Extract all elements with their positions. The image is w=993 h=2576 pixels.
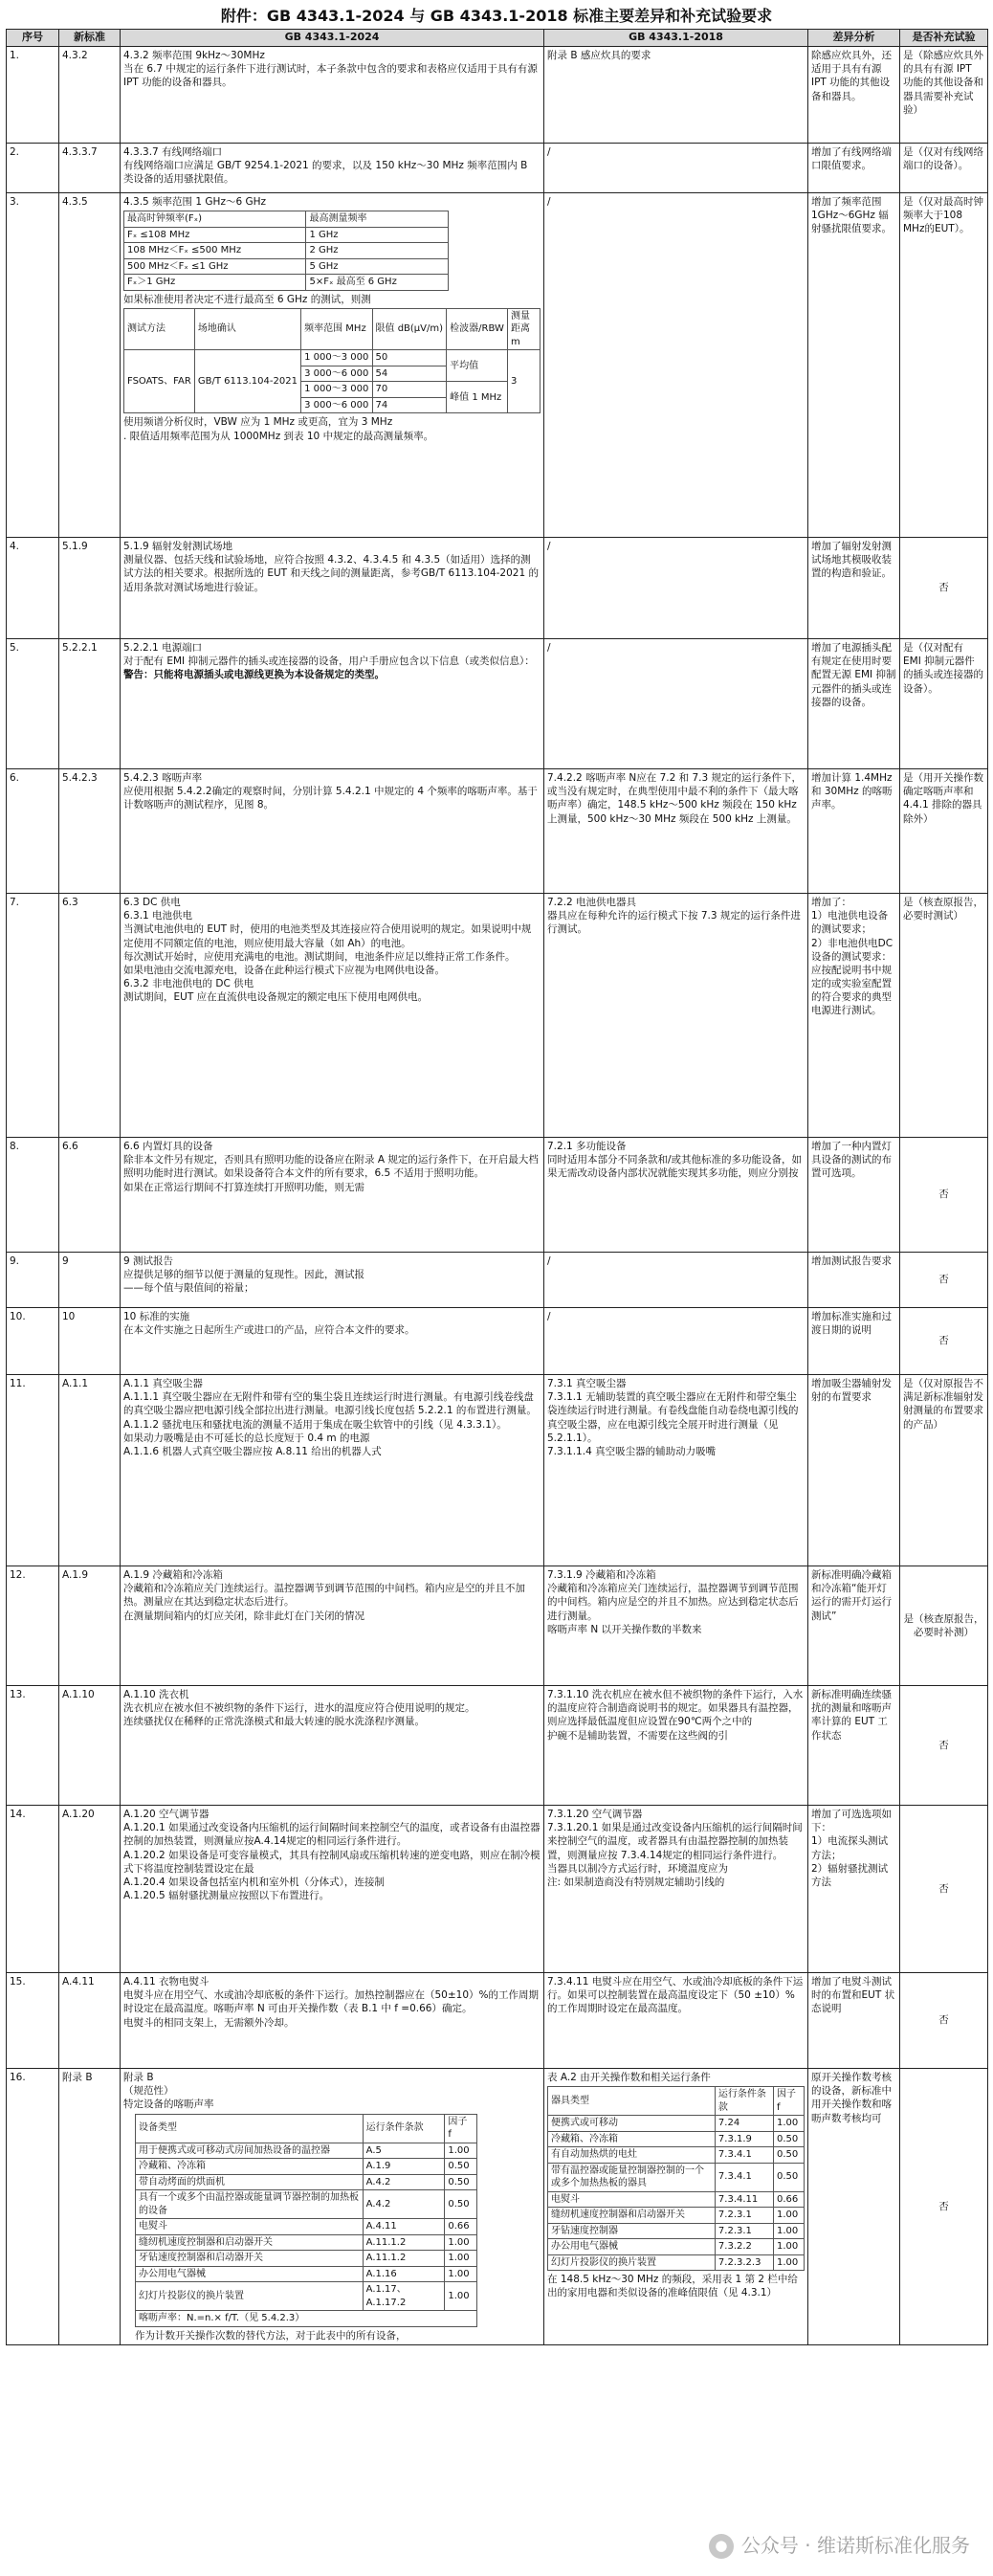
row-old-text: 7.2.2 电池供电器具 器具应在每种允许的运行模式下按 7.3 规定的运行条件进行测试。 xyxy=(544,894,808,1138)
row-no: 16. xyxy=(7,2069,59,2345)
inner-cell: 冷藏箱、冷冻箱 xyxy=(136,2159,364,2175)
row-no: 14. xyxy=(7,1806,59,1973)
table-row xyxy=(7,1308,988,1375)
inner-cell: 便携式或可移动 xyxy=(548,2116,716,2132)
inner-cell: 0.50 xyxy=(773,2163,804,2191)
inner-cell: 1.00 xyxy=(445,2251,476,2267)
inner-cell: GB/T 6113.104-2021 xyxy=(194,350,300,413)
clock-frequency-table xyxy=(123,211,449,291)
inner-row xyxy=(136,2311,477,2327)
row-conclusion: 否 xyxy=(900,1308,988,1375)
document-title: 附件：GB 4343.1-2024 与 GB 4343.1-2018 标准主要差异和补充试验要求 xyxy=(220,7,773,25)
table-row xyxy=(7,1375,988,1566)
table-row xyxy=(7,47,988,144)
row-no: 13. xyxy=(7,1686,59,1806)
row-no: 3. xyxy=(7,193,59,538)
inner-cell: 带有温控器或能量控制器控制的一个或多个加热热板的器具 xyxy=(548,2163,716,2191)
row-new-body: 5.2.2.1 电源端口 对于配有 EMI 抑制元器件的插头或连接器的设备，用户手册应包含以下信息（或类似信息）： xyxy=(123,642,535,668)
inner-row xyxy=(548,2208,805,2224)
row-old-text: / xyxy=(544,144,808,193)
row-new-text: A.1.9 冷藏箱和冷冻箱 冷藏箱和冷冻箱应关门连续运行。温控器调节到调节范围的中间档。箱内应是空的并且不加热。测量应在其达到稳定状态后进行。 在测量期间箱内的灯应关闭，除非此灯在门关闭的情况 xyxy=(121,1566,544,1686)
row-old-text: 附录 B 感应炊具的要求 xyxy=(544,47,808,144)
row-diff: 新标准明确冷藏箱和冷冻箱“能开灯运行的需开灯运行测试” xyxy=(808,1566,900,1686)
inner-cell: 0.50 xyxy=(773,2131,804,2147)
inner-row xyxy=(548,2223,805,2239)
row-diff: 增加了辐射发射测试场地其模吸收装置的构造和验证。 xyxy=(808,538,900,639)
inner-cell: 用于便携式或可移动式房间加热设备的温控器 xyxy=(136,2143,364,2159)
inner-row xyxy=(136,2282,477,2311)
row-new-text: 4.3.2 频率范围 9kHz～30MHz 当在 6.7 中规定的运行条件下进行测试时，本子条款中包含的要求和表格应仅适用于具有有源 IPT 功能的设备和器具。 xyxy=(121,47,544,144)
watermark-text: 公众号 · 维诺斯标准化服务 xyxy=(740,2534,970,2557)
inner-head-row xyxy=(548,2087,805,2116)
row-clause: 6.6 xyxy=(59,1138,121,1253)
row-conclusion: 否 xyxy=(900,1686,988,1806)
inner-cell: 50 xyxy=(372,350,447,366)
table-row xyxy=(7,894,988,1138)
inner-cell: A.11.1.2 xyxy=(363,2251,445,2267)
row-no: 4. xyxy=(7,538,59,639)
row-new-text: 4.3.3.7 有线网络端口 有线网络端口应满足 GB/T 9254.1-2021 的要求，以及 150 kHz～30 MHz 频率范围内 B 类设备的适用骚扰限值。 xyxy=(121,144,544,193)
inner-head-row xyxy=(136,2114,477,2143)
row-old-text: / xyxy=(544,193,808,538)
inner-cell: 平均值 xyxy=(447,350,508,382)
table-row xyxy=(7,769,988,894)
row-new-text xyxy=(121,193,544,538)
inner-cell: 70 xyxy=(372,382,447,398)
table-row xyxy=(7,144,988,193)
inner-cell: 7.3.4.11 xyxy=(715,2191,773,2208)
comparison-table xyxy=(6,29,988,2345)
inner-cell: 7.3.2.2 xyxy=(715,2239,773,2255)
row-no: 6. xyxy=(7,769,59,894)
row-new-text: 6.3 DC 供电 6.3.1 电池供电 当测试电池供电的 EUT 时，使用的电池类型及其连接应符合使用说明的规定。如果说明中规定使用不同额定值的电池，则应使用最大容量（如 Ah）的电池。 每次测试开始时，应使用充满电的电池。测试期间，电池条件应足以维持正常工作条件。 如果电池由交流电源充电，设备在此种运行模式下应视为电网供电设备。 6.3.2 非电池供电的 DC 供电 测试期间，EUT 应在直流供电设备规定的额定电压下使用电网供电。 xyxy=(121,894,544,1138)
inner-head-cell: 检波器/RBW xyxy=(447,308,508,350)
row-no: 9. xyxy=(7,1253,59,1308)
inner-head-cell: 运行条件条款 xyxy=(715,2087,773,2116)
header-no: 序号 xyxy=(7,30,59,47)
row-old-text: 7.3.4.11 电熨斗应在用空气、水或油冷却底板的条件下运行。如果可以控制装置在最高温度设定下（50 ±10）%的工作周期时设定在最高温度。 xyxy=(544,1973,808,2069)
inner-cell: 1 000～3 000 xyxy=(301,382,372,398)
row-clause: A.1.1 xyxy=(59,1375,121,1566)
row-old-intro: 表 A.2 由开关操作数和相关运行条件 xyxy=(547,2072,711,2083)
row-diff: 增加了： 1）电池供电设备的测试要求； 2）非电池供电DC 设备的测试要求：应按配说明书中规定的或实验室配置的符合要求的典型电源进行测试。 xyxy=(808,894,900,1138)
inner-cell: 牙钻速度控制器 xyxy=(548,2223,716,2239)
inner-cell: A.11.1.2 xyxy=(363,2234,445,2251)
row-no: 12. xyxy=(7,1566,59,1686)
row-new-text: 6.6 内置灯具的设备 除非本文件另有规定，否则具有照明功能的设备应在附录 A 规定的运行条件下，在开启最大档照明功能时进行测试。如果设备符合本文件的所有要求，6.5 不适用于照明功能。 如果在正常运行期间不打算连续打开照明功能，则无需 xyxy=(121,1138,544,1253)
row-new-text: A.4.11 衣物电熨斗 电熨斗应在用空气、水或油冷却底板的条件下运行。加热控制器应在（50±10）%的工作周期时设定在最高温度。喀呖声率 N 可由开关操作数（表 B.1 中 f =0.66）确定。 电熨斗的相同支架上，无需额外冷却。 xyxy=(121,1973,544,2069)
row-clause: 6.3 xyxy=(59,894,121,1138)
row-old-text: 7.2.1 多功能设备 同时适用本部分不同条款和/或其他标准的多功能设备，如果无需改动设备内部状况就能实现其多功能，则应分别按 xyxy=(544,1138,808,1253)
inner-cell: 1.00 xyxy=(773,2116,804,2132)
row-no: 10. xyxy=(7,1308,59,1375)
inner-cell: 7.2.3.1 xyxy=(715,2223,773,2239)
inner-row xyxy=(548,2163,805,2191)
watermark xyxy=(709,2533,970,2559)
inner-cell: 74 xyxy=(372,397,447,413)
row-clause: A.1.20 xyxy=(59,1806,121,1973)
row-clause: 5.4.2.3 xyxy=(59,769,121,894)
inner-row xyxy=(124,258,449,275)
inner-cell: 0.66 xyxy=(445,2219,476,2235)
inner-head-cell: 频率范围 MHz xyxy=(301,308,372,350)
row-new-mid: 如果标准使用者决定不进行最高至 6 GHz 的测试，则测 xyxy=(123,293,371,305)
inner-row xyxy=(124,243,449,259)
inner-cell: 3 000～6 000 xyxy=(301,366,372,382)
row-old-text: 7.3.1.20 空气调节器 7.3.1.20.1 如果是通过改变设备内压缩机的运行间隔时间来控制空气的温度，或者器具有由温控器控制的加热装置，则测量应按 7.3.4.14规定的相同运行条件进行。 当器具以制冷方式运行时，环境温度应为 注: 如果制造商没有特别规定辅助引线的 xyxy=(544,1806,808,1973)
row-new-intro: 4.3.5 频率范围 1 GHz～6 GHz xyxy=(123,196,267,208)
inner-head-cell: 场地确认 xyxy=(194,308,300,350)
row-new-text xyxy=(121,639,544,769)
inner-cell: 1.00 xyxy=(773,2239,804,2255)
inner-row xyxy=(548,2147,805,2164)
row-old-text: 7.3.1.10 洗衣机应在被水但不被织物的条件下运行，入水的温度应符合制造商说明书的规定。如果器具有温控器，则应选择最低温度但应设置在90℃两个之中的 护碗不是辅助装置，不需要在这些阀的引 xyxy=(544,1686,808,1806)
inner-cell: 幻灯片投影仪的换片装置 xyxy=(136,2282,364,2311)
inner-head-cell: 限值 dB(μV/m) xyxy=(372,308,447,350)
inner-note: 喀呖声率：N.=n.× f/T.（见 5.4.2.3） xyxy=(136,2311,477,2327)
inner-row xyxy=(136,2219,477,2235)
inner-row xyxy=(136,2251,477,2267)
inner-cell: 7.24 xyxy=(715,2116,773,2132)
table-row xyxy=(7,1138,988,1253)
header-gb2024: GB 4343.1-2024 xyxy=(121,30,544,47)
inner-row xyxy=(136,2234,477,2251)
inner-head-row xyxy=(124,308,541,350)
inner-cell: 有自动加热烘的电灶 xyxy=(548,2147,716,2164)
row-clause: 附录 B xyxy=(59,2069,121,2345)
row-diff: 增加了频率范围 1GHz～6GHz 辐射骚扰限值要求。 xyxy=(808,193,900,538)
table-row xyxy=(7,193,988,538)
inner-cell: 7.2.3.1 xyxy=(715,2208,773,2224)
row-clause: A.4.11 xyxy=(59,1973,121,2069)
inner-row xyxy=(548,2131,805,2147)
row-old-text: / xyxy=(544,538,808,639)
inner-cell: 5×Fₓ 最高至 6 GHz xyxy=(306,275,449,291)
header-new-clause: 新标准 xyxy=(59,30,121,47)
row-new-text: 5.4.2.3 喀呖声率 应使用根据 5.4.2.2确定的观察时间，分别计算 5.4.2.1 中规定的 4 个频率的喀呖声率。基于计数喀呖声的测试程序，见图 8。 xyxy=(121,769,544,894)
table-row xyxy=(7,1566,988,1686)
row-old-text xyxy=(544,2069,808,2345)
inner-cell: 1.00 xyxy=(773,2254,804,2271)
row-new-text xyxy=(121,2069,544,2345)
inner-row xyxy=(548,2254,805,2271)
row-conclusion: 是（仅对最高时钟频率大于108 MHz的EUT）。 xyxy=(900,193,988,538)
inner-cell: 0.50 xyxy=(445,2159,476,2175)
row-conclusion: 是（仅对配有 EMI 抑制元器件的插头或连接器的设备）。 xyxy=(900,639,988,769)
inner-cell: 牙钻速度控制器和启动器开关 xyxy=(136,2251,364,2267)
row-new-text: A.1.1 真空吸尘器 A.1.1.1 真空吸尘器应在无附件和带有空的集尘袋且连续运行时进行测量。有电源引线卷线盘的真空吸尘器应把电源引线全部拉出进行测量。电源引线长度包括 5.2.2.1 的布置进行测量。 A.1.1.2 骚扰电压和骚扰电流的测量不适用于集成在吸尘软管中的引线（见 4.3.3.1）。 如果动力吸嘴是由不可延长的总长度短于 0.4 m 的电源 A.1.1.6 机器人式真空吸尘器应按 A.8.11 给出的机器人式 xyxy=(121,1375,544,1566)
row-diff: 增加了可选选项如下： 1）电流探头测试方法； 2）辐射骚扰测试方法 xyxy=(808,1806,900,1973)
inner-cell: 7.3.4.1 xyxy=(715,2163,773,2191)
row-clause: 9 xyxy=(59,1253,121,1308)
row-old-tail: 在 148.5 kHz～30 MHz 的频段，采用表 1 第 2 栏中给出的家用电器和类似设备的准峰值限值（见 4.3.1） xyxy=(547,2274,798,2299)
row-no: 15. xyxy=(7,1973,59,2069)
inner-cell: A.1.16 xyxy=(363,2266,445,2282)
row-old-text: / xyxy=(544,639,808,769)
row-clause: 5.2.2.1 xyxy=(59,639,121,769)
inner-cell: 电熨斗 xyxy=(136,2219,364,2235)
inner-cell: 7.3.1.9 xyxy=(715,2131,773,2147)
inner-row xyxy=(136,2159,477,2175)
inner-cell: 缝纫机速度控制器和启动器开关 xyxy=(136,2234,364,2251)
row-diff: 增加了电源插头配有规定在使用时要配置无源 EMI 抑制元器件的插头或连接器的设备。 xyxy=(808,639,900,769)
row-diff: 增加了有线网络端口限值要求。 xyxy=(808,144,900,193)
inner-head-cell: 因子 f xyxy=(773,2087,804,2116)
inner-cell: 1.00 xyxy=(773,2223,804,2239)
row-new-tail: 作为计数开关操作次数的替代方法，对于此表中的所有设备， xyxy=(135,2329,407,2342)
inner-cell: A.4.2 xyxy=(363,2190,445,2219)
row-diff: 增加了电熨斗测试时的布置和EUT 状态说明 xyxy=(808,1973,900,2069)
inner-cell: A.5 xyxy=(363,2143,445,2159)
inner-cell: 0.50 xyxy=(773,2147,804,2164)
wechat-icon: ● xyxy=(709,2534,734,2559)
limit-table xyxy=(123,308,541,414)
row-clause: 4.3.3.7 xyxy=(59,144,121,193)
inner-cell: 0.50 xyxy=(445,2190,476,2219)
inner-cell: 1.00 xyxy=(773,2208,804,2224)
row-diff: 增加了一种内置灯具设备的测试的布置可选项。 xyxy=(808,1138,900,1253)
row-no: 8. xyxy=(7,1138,59,1253)
inner-row xyxy=(124,275,449,291)
inner-cell: 108 MHz＜Fₓ ≤500 MHz xyxy=(124,243,306,259)
inner-row xyxy=(136,2190,477,2219)
row-conclusion: 是（仅对有线网络端口的设备）。 xyxy=(900,144,988,193)
row-conclusion: 否 xyxy=(900,538,988,639)
row-new-text: A.1.10 洗衣机 洗衣机应在被水但不被织物的条件下运行，进水的温度应符合使用说明的规定。 连续骚扰仅在稀释的正常洗涤模式和最大转速的脱水洗涤程序测量。 xyxy=(121,1686,544,1806)
inner-row xyxy=(136,2143,477,2159)
row-diff: 新标准明确连续骚扰的测量和喀呖声率计算的 EUT 工作状态 xyxy=(808,1686,900,1806)
row-conclusion: 否 xyxy=(900,2069,988,2345)
switch-operations-table xyxy=(547,2086,805,2271)
row-diff: 增加测试报告要求 xyxy=(808,1253,900,1308)
row-clause: A.1.10 xyxy=(59,1686,121,1806)
inner-head-cell: 最高时钟频率(Fₓ) xyxy=(124,211,306,228)
inner-cell: 1.00 xyxy=(445,2266,476,2282)
row-diff: 原开关操作数考核的设备，新标准中用开关操作数和喀呖声数考核均可 xyxy=(808,2069,900,2345)
table-row xyxy=(7,639,988,769)
inner-head-cell: 测量距离 m xyxy=(508,308,541,350)
inner-cell: 3 000～6 000 xyxy=(301,397,372,413)
inner-row xyxy=(136,2266,477,2282)
row-no: 1. xyxy=(7,47,59,144)
row-clause: 5.1.9 xyxy=(59,538,121,639)
inner-cell: 5 GHz xyxy=(306,258,449,275)
inner-cell: Fₓ＞1 GHz xyxy=(124,275,306,291)
row-conclusion: 否 xyxy=(900,1973,988,2069)
inner-cell: 冷藏箱、冷冻箱 xyxy=(548,2131,716,2147)
clicks-rate-table xyxy=(135,2114,477,2327)
row-clause: 10 xyxy=(59,1308,121,1375)
inner-head-cell: 测试方法 xyxy=(124,308,195,350)
row-new-warning: 警告：只能将电源插头或电源线更换为本设备规定的类型。 xyxy=(123,669,385,681)
table-row xyxy=(7,2069,988,2345)
row-diff: 除感应炊具外，还适用于具有有源 IPT 功能的其他设备和器具。 xyxy=(808,47,900,144)
row-old-text: 7.4.2.2 喀呖声率 N应在 7.2 和 7.3 规定的运行条件下，或当没有规定时，在典型使用中最不利的条件下（最大喀呖声率）确定，148.5 kHz～500 kHz 频段在 150 kHz 上测量，500 kHz～30 MHz 频段在 500 kHz 上测量。 xyxy=(544,769,808,894)
inner-head-cell: 设备类型 xyxy=(136,2114,364,2143)
inner-cell: 1.00 xyxy=(445,2282,476,2311)
row-diff: 增加标准实施和过渡日期的说明 xyxy=(808,1308,900,1375)
inner-head-cell: 器具类型 xyxy=(548,2087,716,2116)
inner-cell: A.1.9 xyxy=(363,2159,445,2175)
inner-row xyxy=(548,2239,805,2255)
inner-cell: 电熨斗 xyxy=(548,2191,716,2208)
table-row xyxy=(7,1686,988,1806)
inner-cell: 0.50 xyxy=(445,2174,476,2190)
row-old-text: 7.3.1.9 冷藏箱和冷冻箱 冷藏箱和冷冻箱应关门连续运行，温控器调节到调节范围的中间档。箱内应是空的并且不加热。应达到稳定状态后进行测量。 喀呖声率 N 以开关操作数的半数来 xyxy=(544,1566,808,1686)
inner-head-cell: 最高测量频率 xyxy=(306,211,449,228)
row-conclusion: 是（仅对原报告不满足新标准辐射发射测量的布置要求的产品） xyxy=(900,1375,988,1566)
inner-cell: 3 xyxy=(508,350,541,413)
header-gb2018: GB 4343.1-2018 xyxy=(544,30,808,47)
inner-cell: 0.66 xyxy=(773,2191,804,2208)
row-new-after: 使用频谱分析仪时，VBW 应为 1 MHz 或更高，宜为 3 MHz . 限值适用频率范围为从 1000MHz 到表 10 中规定的最高测量频率。 xyxy=(123,416,434,442)
table-header-row xyxy=(7,30,988,47)
row-diff: 增加计算 1.4MHz 和 30MHz 的喀呖声率。 xyxy=(808,769,900,894)
row-no: 2. xyxy=(7,144,59,193)
inner-cell: FSOATS、FAR xyxy=(124,350,195,413)
inner-cell: 1 000～3 000 xyxy=(301,350,372,366)
row-new-text: 10 标准的实施 在本文件实施之日起所生产或进口的产品，应符合本文件的要求。 xyxy=(121,1308,544,1375)
inner-cell: 1.00 xyxy=(445,2234,476,2251)
row-conclusion: 是（用开关操作数确定喀呖声率和 4.4.1 排除的器具除外） xyxy=(900,769,988,894)
inner-head-cell: 运行条件条款 xyxy=(363,2114,445,2143)
inner-cell: 2 GHz xyxy=(306,243,449,259)
inner-cell: 缝纫机速度控制器和启动器开关 xyxy=(548,2208,716,2224)
table-row xyxy=(7,1806,988,1973)
row-no: 11. xyxy=(7,1375,59,1566)
inner-row xyxy=(548,2191,805,2208)
row-new-text: 5.1.9 辐射发射测试场地 测量仪器、包括天线和试验场地，应符合按照 4.3.2、4.3.4.5 和 4.3.5（如适用）选择的测试方法的相关要求。根据所选的 EUT 和天线之间的测量距离，参考GB/T 6113.104-2021 的适用条款对测试场地进行验证。 xyxy=(121,538,544,639)
inner-cell: 7.3.4.1 xyxy=(715,2147,773,2164)
inner-cell: 7.2.3.2.3 xyxy=(715,2254,773,2271)
row-old-text: 7.3.1 真空吸尘器 7.3.1.1 无辅助装置的真空吸尘器应在无附件和带空集尘袋连续运行时进行测量。有卷线盘能自动卷绕电源引线的真空吸尘器，应在电源引线完全展开时进行测量（见 5.2.1.1）。 7.3.1.1.4 真空吸尘器的辅助动力吸嘴 xyxy=(544,1375,808,1566)
row-old-text: / xyxy=(544,1253,808,1308)
inner-cell: 1 GHz xyxy=(306,227,449,243)
row-clause: A.1.9 xyxy=(59,1566,121,1686)
row-no: 5. xyxy=(7,639,59,769)
inner-row xyxy=(548,2116,805,2132)
row-new-intro: 附录 B （规范性） 特定设备的喀呖声率 xyxy=(123,2072,214,2111)
inner-cell: 54 xyxy=(372,366,447,382)
table-row xyxy=(7,1253,988,1308)
table-row xyxy=(7,538,988,639)
row-new-text: 9 测试报告 应提供足够的细节以便于测量的复现性。因此，测试报 ——每个值与限值间的裕量； xyxy=(121,1253,544,1308)
inner-head-row xyxy=(124,211,449,228)
inner-cell: 幻灯片投影仪的换片装置 xyxy=(548,2254,716,2271)
row-clause: 4.3.2 xyxy=(59,47,121,144)
header-diff: 差异分析 xyxy=(808,30,900,47)
inner-cell: 峰值 1 MHz xyxy=(447,382,508,413)
row-conclusion: 是（核查原报告，必要时补测） xyxy=(900,1566,988,1686)
row-conclusion: 否 xyxy=(900,1806,988,1973)
row-conclusion: 否 xyxy=(900,1253,988,1308)
table-row xyxy=(7,1973,988,2069)
inner-cell: 500 MHz＜Fₓ ≤1 GHz xyxy=(124,258,306,275)
inner-cell: 带自动烤面的烘面机 xyxy=(136,2174,364,2190)
inner-head-cell: 因子 f xyxy=(445,2114,476,2143)
inner-cell: 1.00 xyxy=(445,2143,476,2159)
inner-cell: 办公用电气器械 xyxy=(548,2239,716,2255)
header-supplement: 是否补充试验 xyxy=(900,30,988,47)
inner-row xyxy=(124,227,449,243)
inner-cell: Fₓ ≤108 MHz xyxy=(124,227,306,243)
row-conclusion: 是（除感应炊具外的具有有源 IPT 功能的其他设备和器具需要补充试验） xyxy=(900,47,988,144)
row-no: 7. xyxy=(7,894,59,1138)
inner-cell: A.4.11 xyxy=(363,2219,445,2235)
inner-cell: 办公用电气器械 xyxy=(136,2266,364,2282)
inner-row xyxy=(136,2174,477,2190)
inner-cell: 具有一个或多个由温控器或能量调节器控制的加热板的设备 xyxy=(136,2190,364,2219)
inner-row xyxy=(124,350,541,366)
row-old-text: / xyxy=(544,1308,808,1375)
row-conclusion: 否 xyxy=(900,1138,988,1253)
row-conclusion: 是（核查原报告，必要时测试） xyxy=(900,894,988,1138)
inner-cell: A.1.17、A.1.17.2 xyxy=(363,2282,445,2311)
inner-cell: A.4.2 xyxy=(363,2174,445,2190)
row-new-text: A.1.20 空气调节器 A.1.20.1 如果通过改变设备内压缩机的运行间隔时间来控制空气的温度，或者设备有由温控器控制的加热装置，则测量应按A.4.14规定的相同运行条件进行。 A.1.20.2 如果设备是可变容量模式，其具有控制风扇或压缩机转速的逆变电路，则应在制冷模式下将温度控制装置设定在最 A.1.20.4 如果设备包括室内机和室外机（分体式），连接制 A.1.20.5 辐射骚扰测量应按照以下布置进行。 xyxy=(121,1806,544,1973)
row-clause: 4.3.5 xyxy=(59,193,121,538)
row-diff: 增加吸尘器辅射发射的布置要求 xyxy=(808,1375,900,1566)
